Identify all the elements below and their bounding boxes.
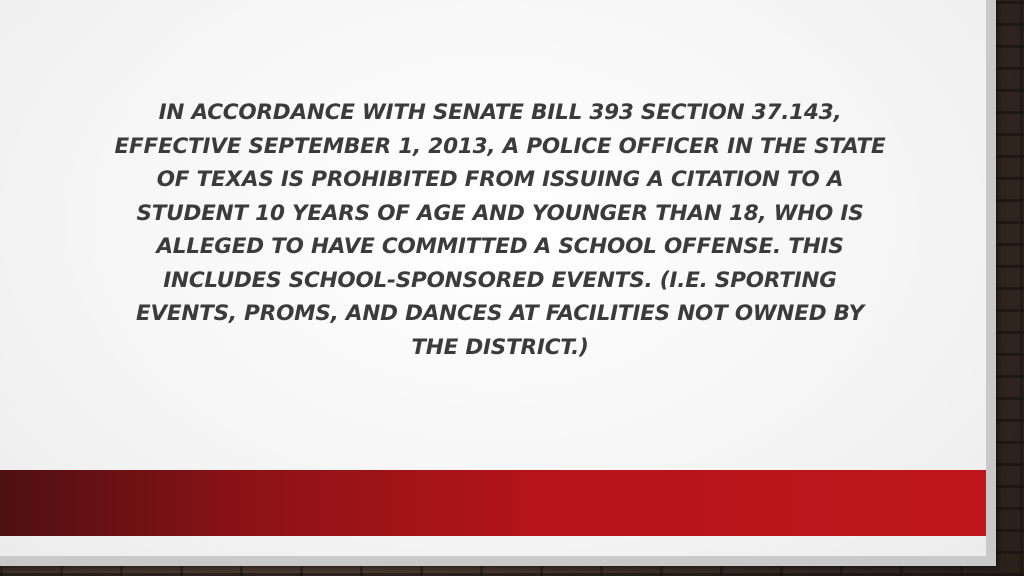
red-accent-band [0,470,986,536]
slide-body-text: IN ACCORDANCE WITH SENATE BILL 393 SECTION 37.143, EFFECTIVE SEPTEMBER 1, 2013, A POLICE OFFICER IN THE STATE OF TEXAS IS PROHIBITED FROM ISSUING A CITATION TO A STUDENT 10 YEARS OF AGE AND YOUNGER THAN 18, WHO IS ALLEGED TO HAVE COMMITTED A SCHOOL OFFENSE. THIS INCLUDES SCHOOL-SPONSORED EVENTS. (I.E. SPORTING EVENTS, PROMS, AND DANCES AT FACILITIES NOT OWNED BY THE DISTRICT.) [114,100,886,360]
